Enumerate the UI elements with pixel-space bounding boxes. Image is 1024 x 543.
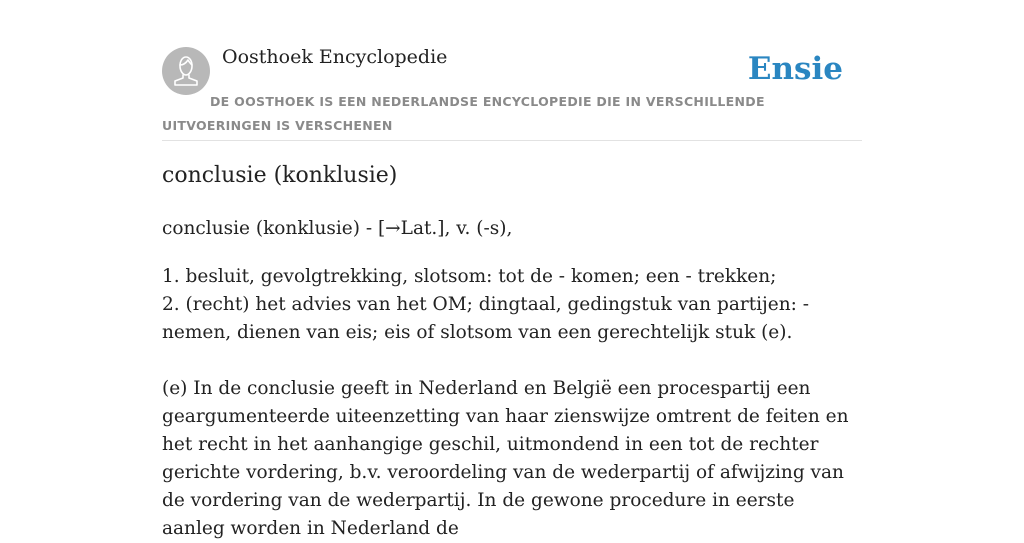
page (162, 0, 862, 539)
entry-meanings (162, 263, 862, 347)
site-name[interactable]: Oosthoek Encyclopedie (222, 46, 448, 68)
brand-logo-link[interactable]: Ensie (747, 51, 843, 87)
avatar[interactable] (162, 47, 210, 95)
page-title: conclusie (konklusie) (162, 163, 398, 188)
user-avatar-icon (162, 47, 210, 95)
meaning-item: 2. (recht) het advies van het OM; dingtaal, gedingstuk van partijen: - nemen, dienen van eis; eis of slotsom van een gerechtelijk stuk (e). (162, 294, 810, 343)
entry-headword: conclusie (konklusie) - [→Lat.], v. (-s), (162, 218, 513, 239)
site-header (162, 0, 862, 141)
site-tagline: DE OOSTHOEK IS EEN NEDERLANDSE ENCYCLOPEDIE DIE IN VERSCHILLENDE UITVOERINGEN IS VERSCHENEN (162, 94, 765, 133)
meaning-item: 1. besluit, gevolgtrekking, slotsom: tot de - komen; een - trekken; (162, 266, 777, 287)
entry-note: (e) In de conclusie geeft in Nederland en België een procespartij een geargumenteerde uiteenzetting van haar zienswijze omtrent de feiten en het recht in het aanhangige geschil, uitmondend in een tot de rechter gerichte vordering, b.v. veroordeling van de wederpartij of afwijzing van de vordering van de wederpartij. In de gewone procedure in eerste aanleg worden in Nederland de (162, 378, 849, 539)
